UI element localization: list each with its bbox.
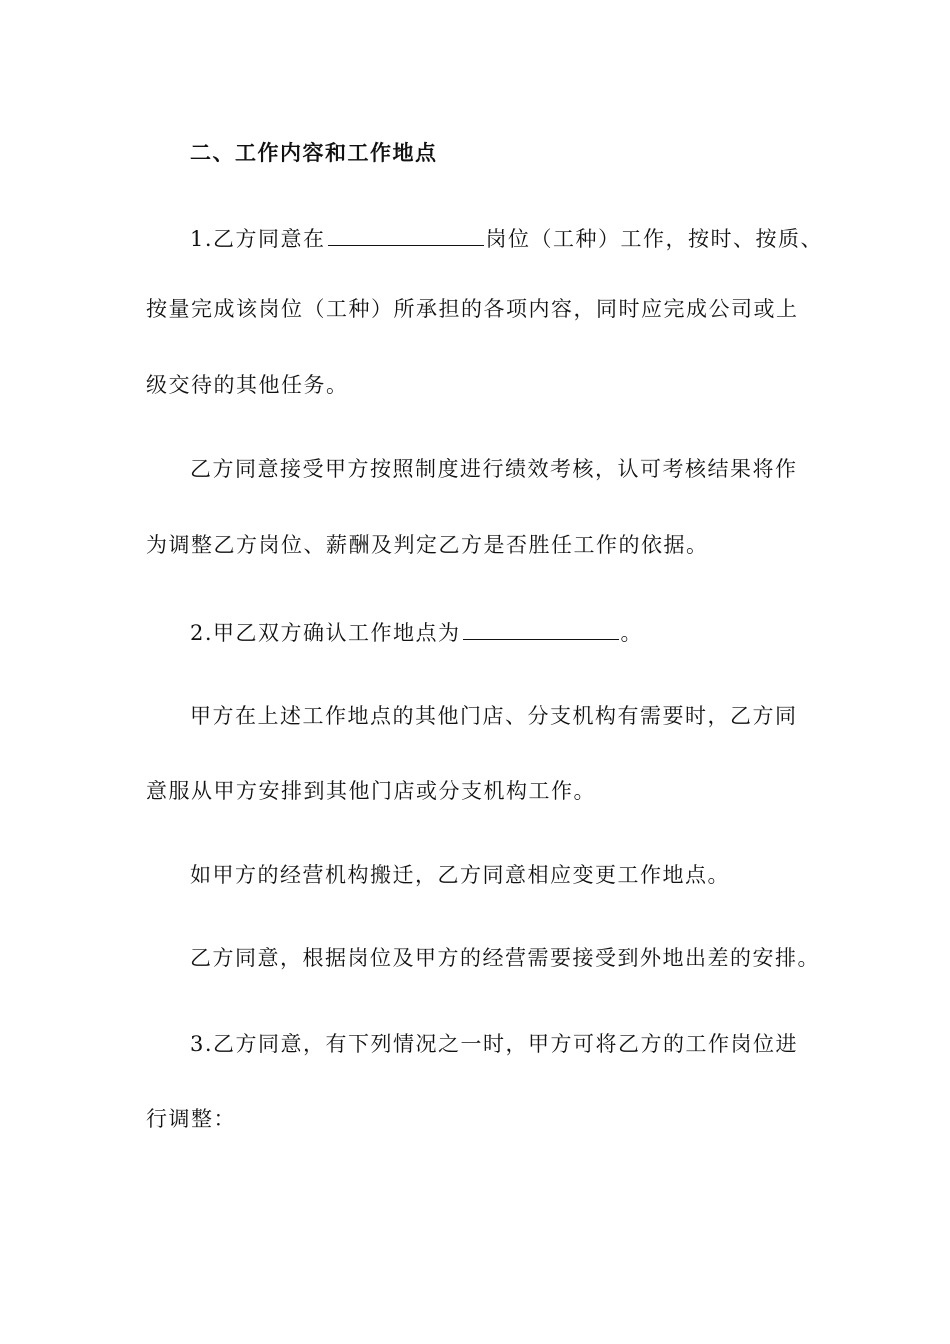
assessment-line1: 乙方同意接受甲方按照制度进行绩效考核，认可考核结果将作 xyxy=(190,457,798,481)
work-location-blank-field[interactable] xyxy=(463,617,619,640)
item2-line xyxy=(190,617,643,647)
travel-paragraph: 乙方同意，根据岗位及甲方的经营需要接受到外地出差的安排。 xyxy=(190,946,820,970)
relocation-paragraph: 如甲方的经营机构搬迁，乙方同意相应变更工作地点。 xyxy=(190,863,730,887)
item2-prefix: 2.甲乙双方确认工作地点为 xyxy=(190,621,461,645)
item1-line1 xyxy=(190,223,823,253)
item3-line1: 3.乙方同意，有下列情况之一时，甲方可将乙方的工作岗位进 xyxy=(190,1032,799,1056)
item1-prefix: 1.乙方同意在 xyxy=(190,227,326,251)
item2-suffix: 。 xyxy=(620,621,644,645)
item1-suffix: 岗位（工种）工作，按时、按质、 xyxy=(485,227,824,251)
section-heading: 二、工作内容和工作地点 xyxy=(190,140,438,165)
item1-line3: 级交待的其他任务。 xyxy=(146,373,349,397)
branch-line1: 甲方在上述工作地点的其他门店、分支机构有需要时，乙方同 xyxy=(190,704,798,728)
item1-line2: 按量完成该岗位（工种）所承担的各项内容，同时应完成公司或上 xyxy=(146,297,799,321)
assessment-line2: 为调整乙方岗位、薪酬及判定乙方是否胜任工作的依据。 xyxy=(146,533,709,557)
branch-line2: 意服从甲方安排到其他门店或分支机构工作。 xyxy=(146,779,596,803)
item3-line2: 行调整： xyxy=(146,1107,236,1131)
position-blank-field[interactable] xyxy=(328,223,484,246)
